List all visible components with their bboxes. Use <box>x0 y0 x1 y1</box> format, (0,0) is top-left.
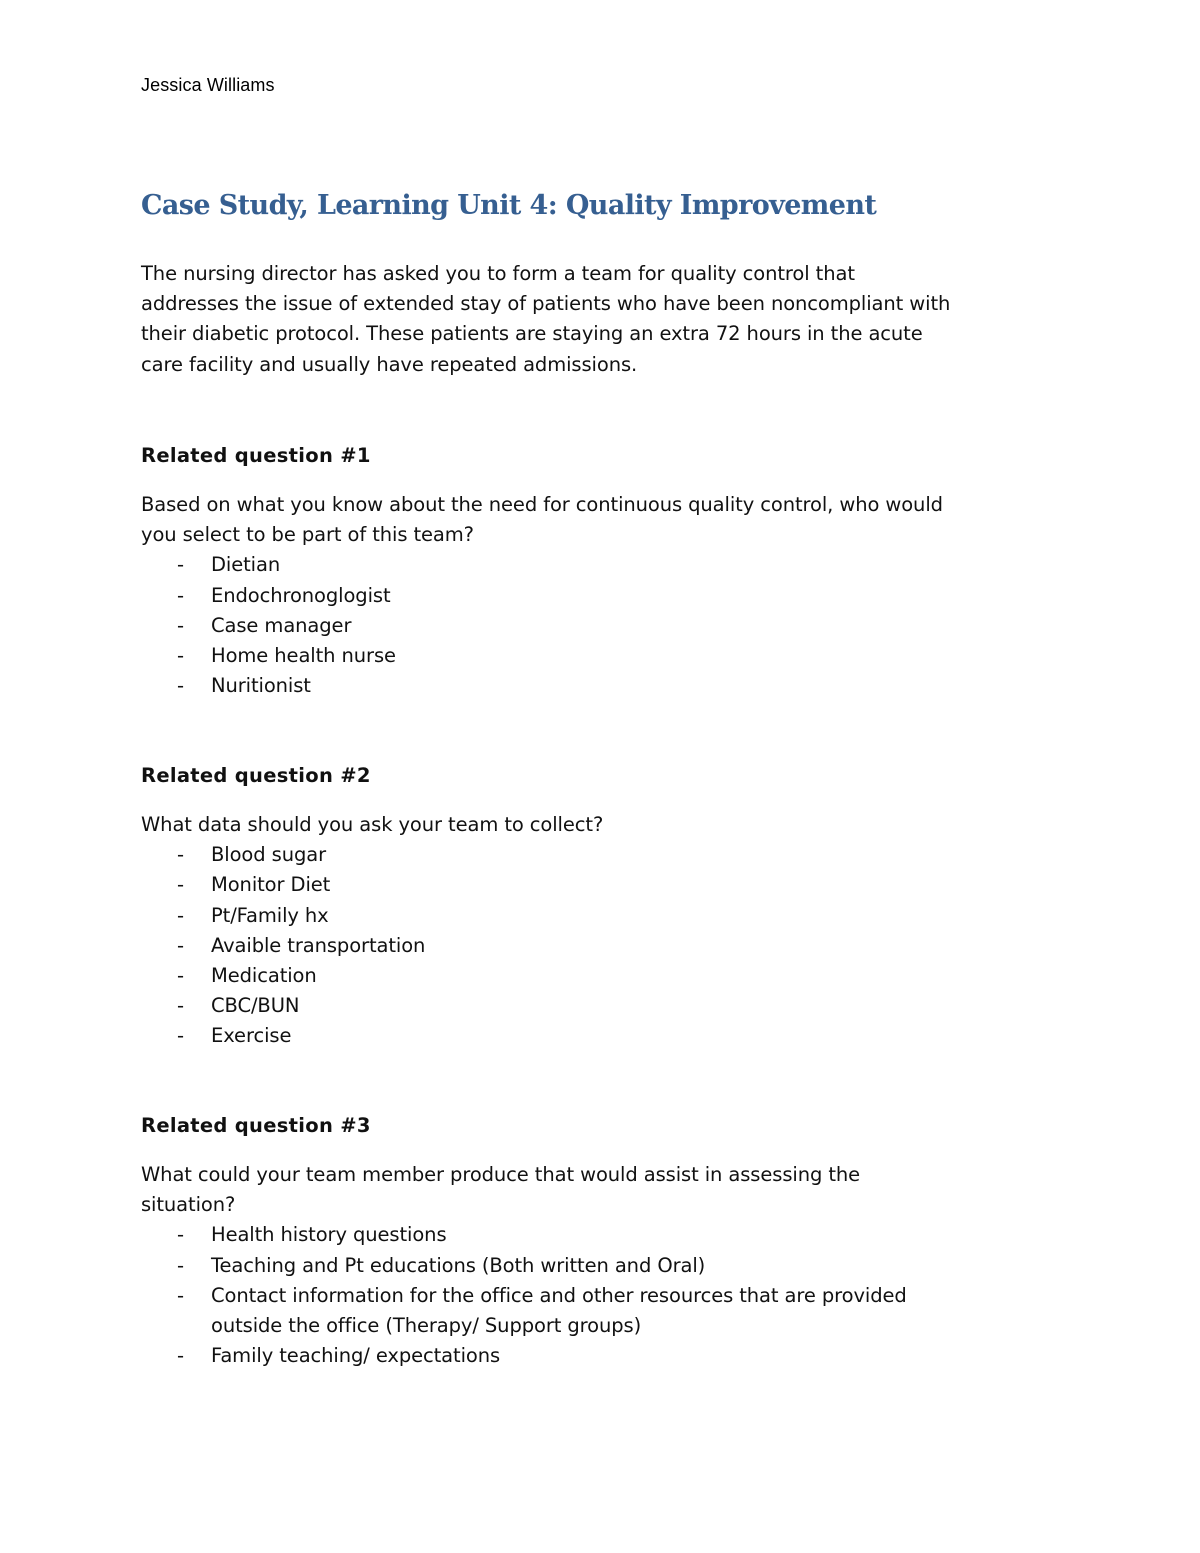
list-item-text: outside the office (Therapy/ Support groups) <box>211 1314 642 1338</box>
list-item-text: Avaible transportation <box>211 933 426 957</box>
question-text <box>141 810 1041 840</box>
dash-bullet: - <box>177 873 184 897</box>
dash-bullet: - <box>177 1223 184 1247</box>
question-text <box>141 490 1041 550</box>
question-text-line: What could your team member produce that would assist in assessing the <box>141 1163 861 1186</box>
answer-list <box>141 550 1041 701</box>
answer-list <box>141 1220 1041 1371</box>
intro-line: their diabetic protocol. These patients are staying an extra 72 hours in the acute <box>141 322 923 346</box>
list-item-text: Health history questions <box>211 1223 447 1247</box>
list-item-text: Endochronoglogist <box>211 583 391 607</box>
intro-line: The nursing director has asked you to form a team for quality control that <box>141 262 855 285</box>
dash-bullet: - <box>177 644 184 668</box>
list-item <box>141 550 1041 580</box>
list-item-text: Home health nurse <box>211 644 396 668</box>
dash-bullet: - <box>177 553 184 577</box>
dash-bullet: - <box>177 903 184 927</box>
dash-bullet: - <box>177 1283 184 1307</box>
question-text-line: you select to be part of this team? <box>141 523 474 547</box>
list-item <box>141 991 1041 1021</box>
intro-line: care facility and usually have repeated admissions. <box>141 352 638 376</box>
list-item <box>141 901 1041 931</box>
question-section-2 <box>141 761 1041 1052</box>
list-item-text: Family teaching/ expectations <box>211 1344 501 1368</box>
list-item-text: Case manager <box>211 613 352 637</box>
list-item <box>141 1341 1041 1371</box>
document-title: Case Study, Learning Unit 4: Quality Improvement <box>141 190 877 221</box>
answer-list <box>141 840 1041 1051</box>
list-item <box>141 870 1041 900</box>
author-name: Jessica Williams <box>141 75 275 95</box>
list-item <box>141 1281 1041 1341</box>
list-item <box>141 1021 1041 1051</box>
list-item-text: Blood sugar <box>211 843 326 867</box>
question-text <box>141 1160 1041 1220</box>
dash-bullet: - <box>177 964 184 988</box>
list-item <box>141 1251 1041 1281</box>
list-item <box>141 961 1041 991</box>
list-item-text: Pt/Family hx <box>211 903 329 927</box>
list-item <box>141 840 1041 870</box>
dash-bullet: - <box>177 933 184 957</box>
question-heading: Related question #3 <box>141 1114 371 1137</box>
question-text-line: situation? <box>141 1193 236 1217</box>
list-item-text: Exercise <box>211 1024 292 1048</box>
list-item-text: CBC/BUN <box>211 994 300 1018</box>
list-item-text: Dietian <box>211 553 281 577</box>
intro-line: addresses the issue of extended stay of patients who have been noncompliant with <box>141 292 951 316</box>
question-section-1 <box>141 441 1041 701</box>
list-item-text: Nuritionist <box>211 674 311 698</box>
question-heading: Related question #2 <box>141 764 371 787</box>
dash-bullet: - <box>177 994 184 1018</box>
list-item <box>141 931 1041 961</box>
list-item <box>141 641 1041 671</box>
question-heading: Related question #1 <box>141 444 371 467</box>
dash-bullet: - <box>177 583 184 607</box>
list-item <box>141 671 1041 701</box>
list-item-text: Contact information for the office and other resources that are provided <box>211 1283 907 1307</box>
list-item-text: Monitor Diet <box>211 873 331 897</box>
dash-bullet: - <box>177 1024 184 1048</box>
intro-paragraph <box>141 259 1061 380</box>
dash-bullet: - <box>177 843 184 867</box>
list-item <box>141 1220 1041 1250</box>
dash-bullet: - <box>177 674 184 698</box>
list-item <box>141 611 1041 641</box>
question-text-line: What data should you ask your team to collect? <box>141 813 604 836</box>
question-text-line: Based on what you know about the need for continuous quality control, who would <box>141 493 943 516</box>
dash-bullet: - <box>177 1253 184 1277</box>
list-item-text: Medication <box>211 964 317 988</box>
question-section-3 <box>141 1111 1041 1371</box>
dash-bullet: - <box>177 1344 184 1368</box>
list-item <box>141 581 1041 611</box>
list-item-text: Teaching and Pt educations (Both written and Oral) <box>211 1253 706 1277</box>
dash-bullet: - <box>177 613 184 637</box>
